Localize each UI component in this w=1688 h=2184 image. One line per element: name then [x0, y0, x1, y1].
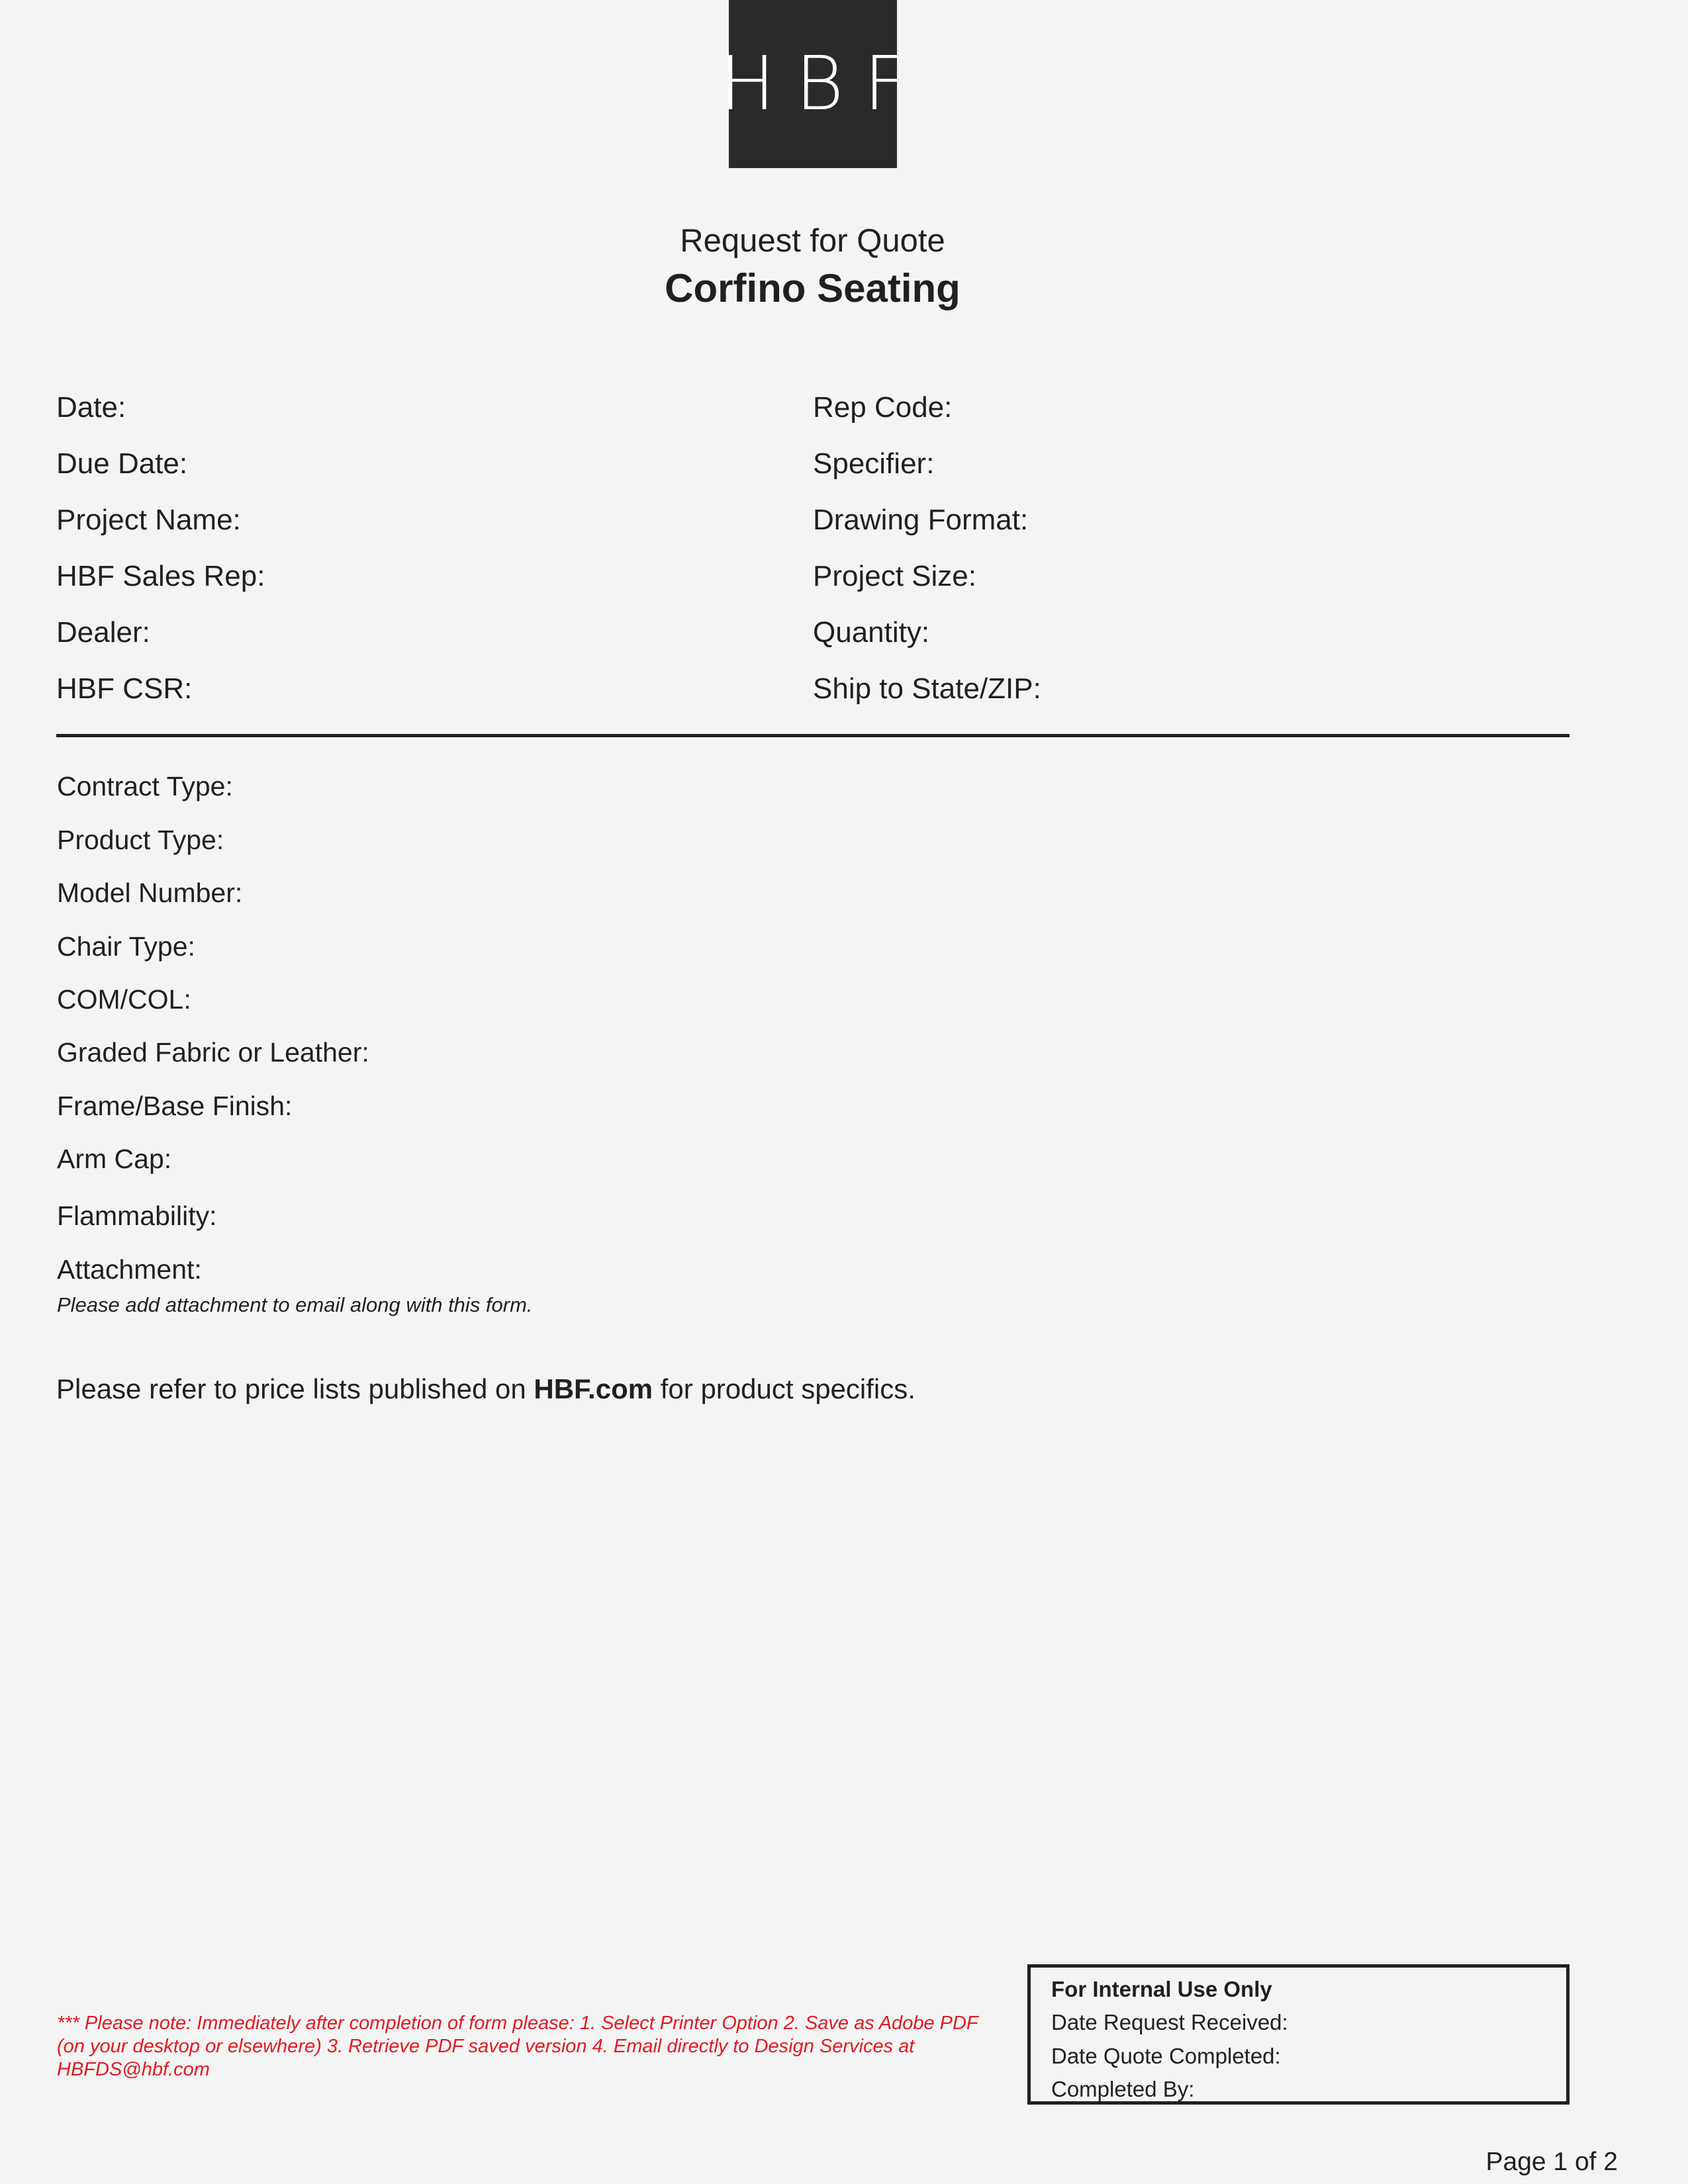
field-chair-type-label: Chair Type: — [57, 931, 195, 962]
field-rep-code-label: Rep Code: — [813, 391, 953, 424]
hbf-website-link[interactable]: HBF.com — [534, 1373, 653, 1404]
field-project-size-label: Project Size: — [813, 560, 976, 592]
date-request-received-label: Date Request Received: — [1051, 2010, 1288, 2034]
field-frame-finish-label: Frame/Base Finish: — [57, 1091, 293, 1121]
submission-instructions: *** Please note: Immediately after completion of form please: 1. Select Printer Option 2. Save as Adobe PDF (on your desktop or elsewhere) 3. Retrieve PDF saved version 4. Email directly to Design Services at HBFDS@hbf.com — [57, 2013, 978, 2080]
field-date-label: Date: — [56, 391, 126, 424]
field-ship-to-label: Ship to State/ZIP: — [813, 672, 1041, 705]
field-sales-rep-label: HBF Sales Rep: — [56, 560, 265, 592]
attachment-note: Please add attachment to email along with this form. — [57, 1293, 533, 1316]
field-specifier-label: Specifier: — [813, 447, 935, 480]
field-csr-label: HBF CSR: — [56, 672, 193, 705]
price-note-text-before: Please refer to price lists published on — [56, 1373, 534, 1404]
field-graded-fabric-label: Graded Fabric or Leather: — [57, 1037, 369, 1068]
field-com-col-label: COM/COL: — [57, 984, 191, 1015]
field-drawing-format-label: Drawing Format: — [813, 504, 1029, 536]
form-title: Request for Quote — [680, 223, 945, 259]
hbf-logo — [720, 0, 926, 168]
internal-use-box — [1027, 1964, 1570, 2105]
price-list-note — [56, 1375, 915, 1403]
field-attachment-label: Attachment: — [57, 1254, 202, 1285]
internal-use-title: For Internal Use Only — [1051, 1977, 1272, 2001]
section-divider — [56, 734, 1570, 737]
field-dealer-label: Dealer: — [56, 616, 150, 649]
field-arm-cap-label: Arm Cap: — [57, 1144, 172, 1174]
product-title: Corfino Seating — [665, 266, 961, 310]
field-project-name-label: Project Name: — [56, 504, 241, 536]
field-model-number-label: Model Number: — [57, 878, 243, 908]
field-contract-type-label: Contract Type: — [57, 771, 233, 801]
date-quote-completed-label: Date Quote Completed: — [1051, 2044, 1281, 2068]
field-due-date-label: Due Date: — [56, 447, 188, 480]
field-quantity-label: Quantity: — [813, 616, 930, 649]
field-flammability-label: Flammability: — [57, 1201, 217, 1231]
logo-text: HBF — [720, 41, 926, 127]
price-note-text-after: for product specifics. — [653, 1373, 915, 1404]
page-number: Page 1 of 2 — [1485, 2148, 1618, 2176]
field-product-type-label: Product Type: — [57, 825, 224, 855]
completed-by-label: Completed By: — [1051, 2077, 1195, 2101]
